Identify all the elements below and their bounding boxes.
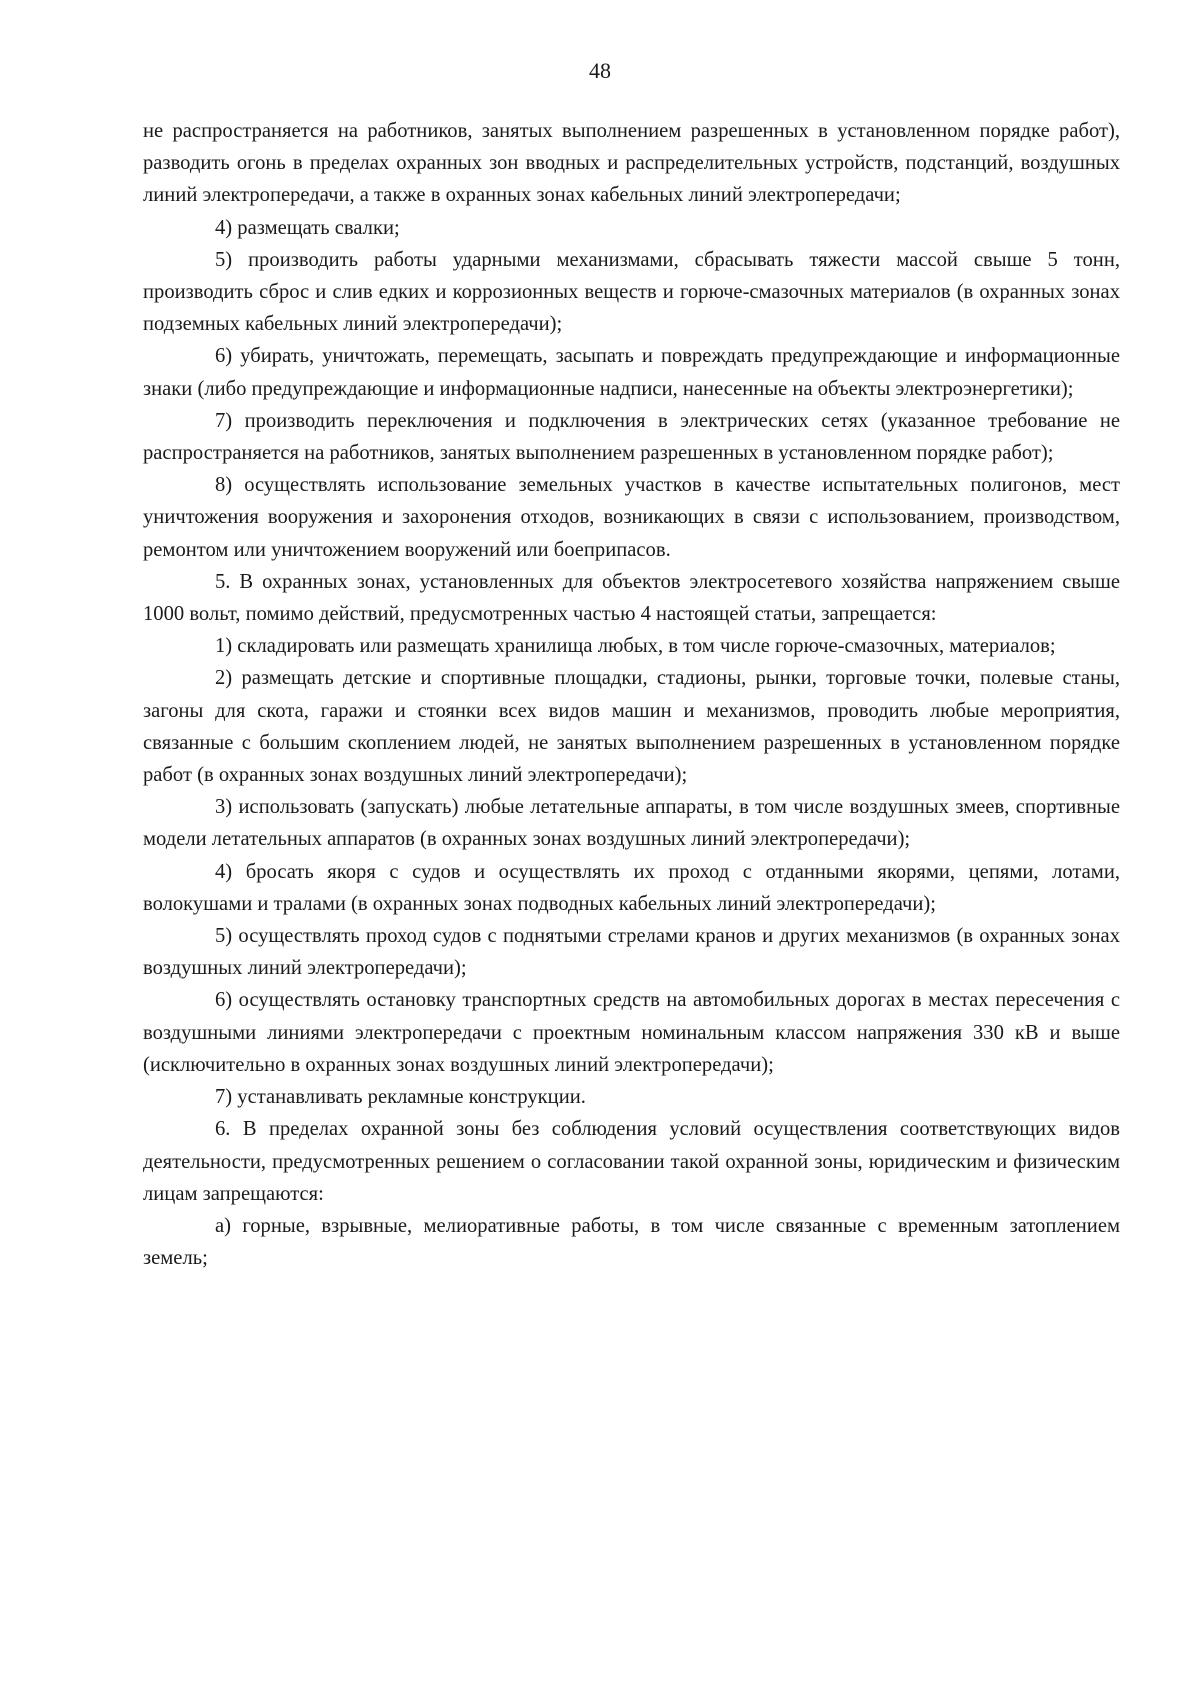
document-body bbox=[143, 115, 1120, 1274]
section-5-heading-paragraph: 5. В охранных зонах, установленных для объектов электросетевого хозяйства напряжением свыше 1000 вольт, помимо действий, предусмотренных частью 4 настоящей статьи, запрещается: bbox=[143, 570, 1120, 626]
list-item-4-dumps: 4) размещать свалки; bbox=[215, 216, 400, 239]
section6-item-a-mining: а) горные, взрывные, мелиоративные работы, в том числе связанные с временным затоплением земель; bbox=[143, 1214, 1120, 1270]
section5-item-4-anchors: 4) бросать якоря с судов и осуществлять их проход с отданными якорями, цепями, лотами, волокушами и тралами (в охранных зонах подводных кабельных линий электропередачи); bbox=[143, 860, 1120, 915]
section-6-heading-paragraph: 6. В пределах охранной зоны без соблюдения условий осуществления соответствующих видов деятельности, предусмотренных решением о согласовании такой охранной зоны, юридическим и физическим лицам запрещаются: bbox=[143, 1118, 1120, 1205]
list-item-7-switching: 7) производить переключения и подключения в электрических сетях (указанное требование не распространяется на работников, занятых выполнением разрешенных в установленном порядке работ); bbox=[143, 409, 1120, 465]
list-item-8-land-use: 8) осуществлять использование земельных участков в качестве испытательных полигонов, мест уничтожения вооружения и захоронения отходов, возникающих в связи с использованием, производством, ремонтом или уничтожением вооружений или боеприпасов. bbox=[143, 474, 1120, 561]
section5-item-1-storage: 1) складировать или размещать хранилища любых, в том числе горюче-смазочных, материалов; bbox=[215, 635, 1056, 658]
page-number: 48 bbox=[589, 58, 611, 83]
section5-item-2-playgrounds: 2) размещать детские и спортивные площадки, стадионы, рынки, торговые точки, полевые станы, загоны для скота, гаражи и стоянки всех видов машин и механизмов, проводить любые мероприятия, связанные с большим скоплением людей, не занятых выполнением разрешенных в установленном порядке работ (в охранных зонах воздушных линий электропередачи); bbox=[143, 667, 1120, 787]
section5-item-6-vehicle-stop: 6) осуществлять остановку транспортных средств на автомобильных дорогах в местах пересечения с воздушными линиями электропередачи с проектным номинальным классом напряжения 330 кВ и выше (исключительно в охранных зонах воздушных линий электропередачи); bbox=[143, 989, 1120, 1076]
list-item-5-impact-works: 5) производить работы ударными механизмами, сбрасывать тяжести массой свыше 5 тонн, производить сброс и слив едких и коррозионных веществ и горюче-смазочных материалов (в охранных зонах подземных кабельных линий электропередачи); bbox=[143, 248, 1120, 336]
list-item-6-signs: 6) убирать, уничтожать, перемещать, засыпать и повреждать предупреждающие и информационные знаки (либо предупреждающие и информационные надписи, нанесенные на объекты электроэнергетики); bbox=[143, 345, 1120, 400]
section5-item-7-advertising: 7) устанавливать рекламные конструкции. bbox=[215, 1086, 586, 1109]
section5-item-5-ship-passage: 5) осуществлять проход судов с поднятыми стрелами кранов и других механизмов (в охранных зонах воздушных линий электропередачи); bbox=[143, 925, 1120, 980]
paragraph-continuation: не распространяется на работников, занятых выполнением разрешенных в установленном порядке работ), разводить огонь в пределах охранных зон вводных и распределительных устройств, подстанций, воздушных линий электропередачи, а также в охранных зонах кабельных линий электропередачи; bbox=[143, 120, 1120, 207]
section5-item-3-aircraft: 3) использовать (запускать) любые летательные аппараты, в том числе воздушных змеев, спортивные модели летательных аппаратов (в охранных зонах воздушных линий электропередачи); bbox=[143, 796, 1120, 851]
